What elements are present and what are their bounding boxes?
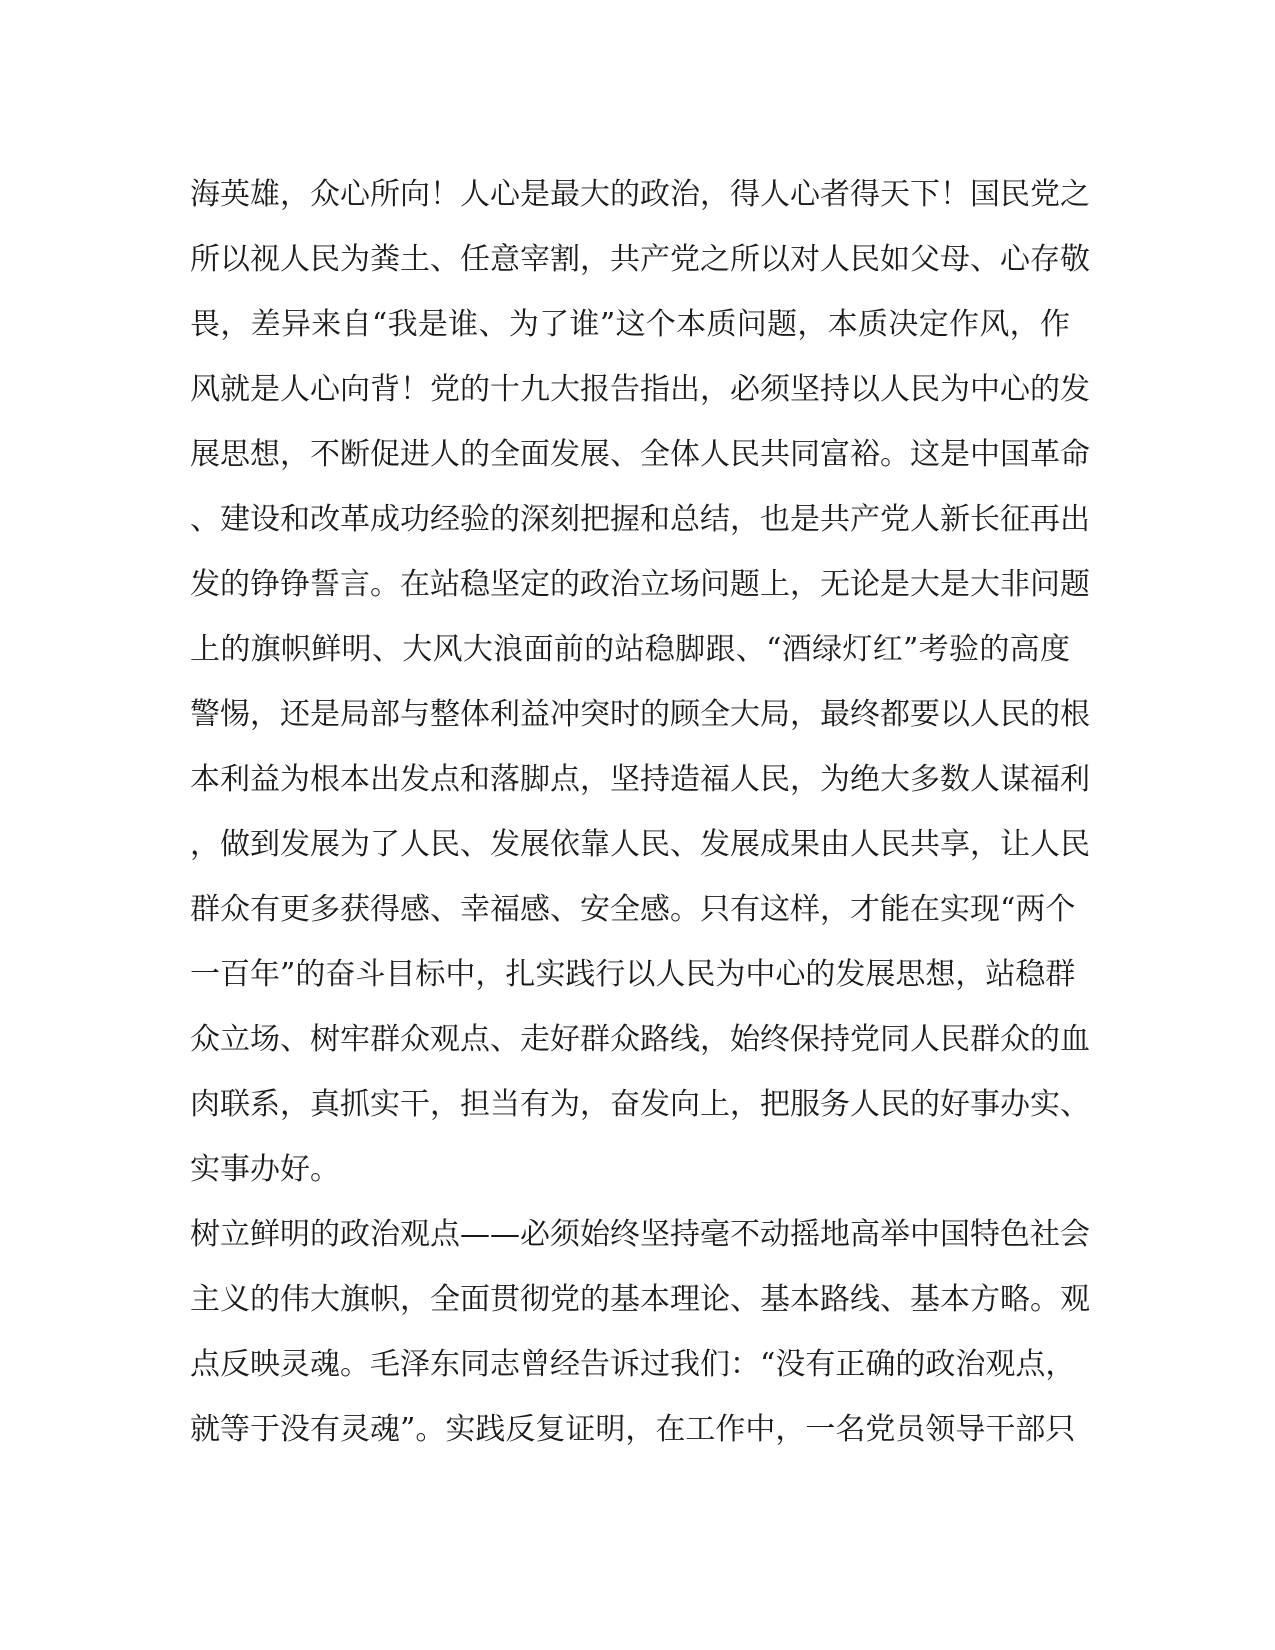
text-line: 风就是人心向背！党的十九大报告指出，必须坚持以人民为中心的发 — [190, 372, 1090, 407]
body-text — [190, 162, 1090, 1462]
text-line: 点反映灵魂。毛泽东同志曾经告诉过我们：“没有正确的政治观点， — [190, 1347, 1076, 1382]
text-line: 树立鲜明的政治观点——必须始终坚持毫不动摇地高举中国特色社会 — [190, 1217, 1090, 1252]
text-line: ，做到发展为了人民、发展依靠人民、发展成果由人民共享，让人民 — [190, 827, 1090, 862]
text-line: 警惕，还是局部与整体利益冲突时的顾全大局，最终都要以人民的根 — [190, 697, 1090, 732]
text-line: 上的旗帜鲜明、大风大浪面前的站稳脚跟、“酒绿灯红”考验的高度 — [190, 632, 1070, 667]
text-line: 一百年”的奋斗目标中，扎实践行以人民为中心的发展思想，站稳群 — [190, 957, 1076, 992]
text-line: 就等于没有灵魂”。实践反复证明，在工作中，一名党员领导干部只 — [190, 1412, 1076, 1447]
text-line: 所以视人民为粪土、任意宰割，共产党之所以对人民如父母、心存敬 — [190, 242, 1090, 277]
text-line: 众立场、树牢群众观点、走好群众路线，始终保持党同人民群众的血 — [190, 1022, 1090, 1057]
text-line: 群众有更多获得感、幸福感、安全感。只有这样，才能在实现“两个 — [190, 892, 1076, 927]
text-line: 展思想，不断促进人的全面发展、全体人民共同富裕。这是中国革命 — [190, 437, 1090, 472]
text-line: 本利益为根本出发点和落脚点，坚持造福人民，为绝大多数人谋福利 — [190, 762, 1090, 797]
text-line: 肉联系，真抓实干，担当有为，奋发向上，把服务人民的好事办实、 — [190, 1087, 1090, 1122]
text-line: 海英雄，众心所向！人心是最大的政治，得人心者得天下！国民党之 — [190, 177, 1090, 212]
text-line: 实事办好。 — [190, 1152, 340, 1187]
text-line: 畏，差异来自“我是谁、为了谁”这个本质问题，本质决定作风，作 — [190, 307, 1070, 342]
text-line: 发的铮铮誓言。在站稳坚定的政治立场问题上，无论是大是大非问题 — [190, 567, 1090, 602]
text-line: 、建设和改革成功经验的深刻把握和总结，也是共产党人新长征再出 — [190, 502, 1090, 537]
text-line: 主义的伟大旗帜，全面贯彻党的基本理论、基本路线、基本方略。观 — [190, 1282, 1090, 1317]
